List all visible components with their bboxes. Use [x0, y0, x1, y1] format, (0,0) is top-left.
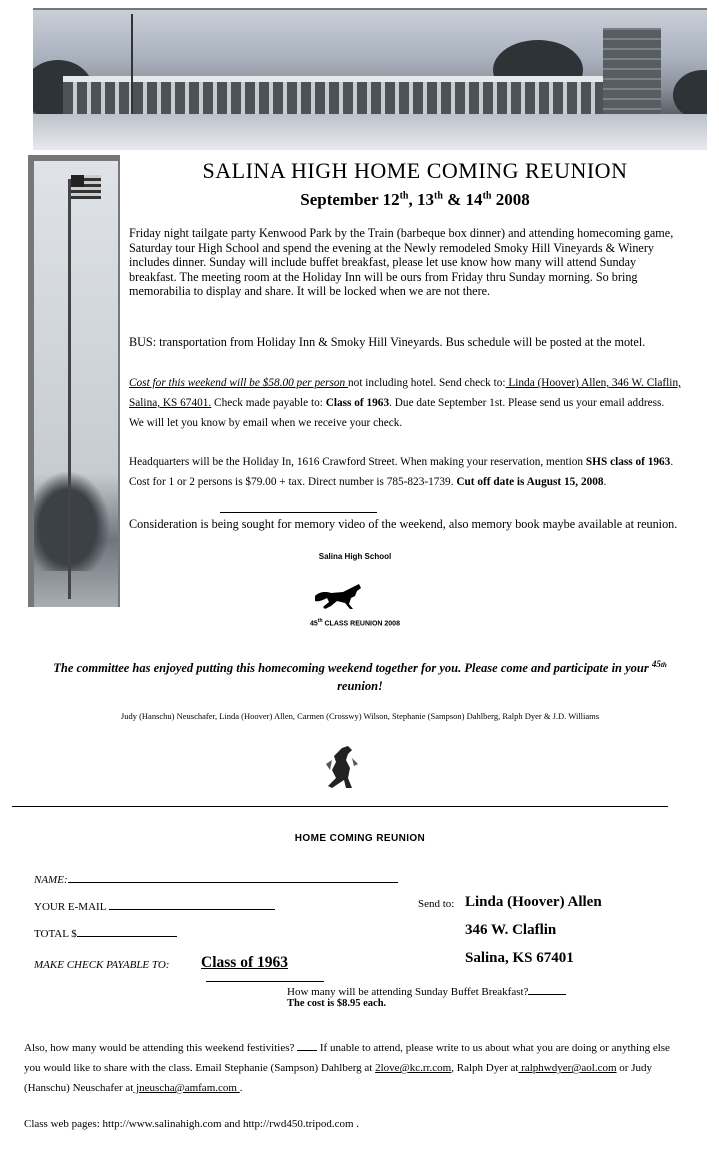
page-title: SALINA HIGH HOME COMING REUNION [202, 158, 628, 183]
payable-class-value: Class of 1963 [201, 954, 288, 971]
form-title: HOME COMING REUNION [294, 833, 426, 844]
payable-label: MAKE CHECK PAYABLE TO: [34, 959, 170, 971]
mustang-horse-icon [313, 582, 365, 610]
divider-rule [220, 512, 377, 513]
memory-video-info: Consideration is being sought for memory video of the weekend, also memory book maybe available at reunion. [129, 517, 678, 531]
school-building-photo [33, 8, 707, 150]
class-rule [206, 981, 324, 982]
address-street: 346 W. Claflin [465, 922, 557, 938]
address-name: Linda (Hoover) Allen [465, 894, 602, 910]
name-field[interactable]: NAME: [34, 874, 398, 886]
weekend-description: Friday night tailgate party Kenwood Park by the Train (barbeque box dinner) and attending homecoming game, Saturday tour High School and spend the evening at the Newly remodeled Smoky Hill Vineyards & Winery includes dinner. Sunday will include buffet breakfast, please let use know how many will attend Sunday breakfast. The meeting room at the Holiday Inn will be ours from Friday thru Sunday morning. So bring memorabilia to display and share. It will be locked when we are not there. [129, 226, 674, 298]
send-to-label: Send to: [418, 898, 455, 910]
email-field[interactable]: YOUR E-MAIL [34, 901, 275, 913]
committee-message: The committee has enjoyed putting this homecoming weekend together for you. Please come and participate in your $^{45th}$ reunion! [53, 659, 667, 694]
name-line[interactable] [68, 882, 398, 883]
breakfast-cost: The cost is $8.95 each. [287, 998, 387, 1009]
breakfast-question[interactable]: How many will be attending Sunday Buffet Breakfast? [287, 986, 566, 998]
festivities-count-line[interactable] [297, 1050, 317, 1051]
logo-reunion-caption: 45th CLASS REUNION 2008 [310, 618, 400, 628]
festivities-question: Also, how many would be attending this weekend festivities? If unable to attend, please write to us about what you are doing or anything else you would like to share with the class. Email Stephanie (Sampson) Dahlberg at 2love@kc.rr.com, Ralph Dyer at ralphwdyer@aol.com or Judy (Hanschu) Neuschafer at jneuscha@amfam.com . [24, 1042, 670, 1094]
committee-names: Judy (Hanschu) Neuschafer, Linda (Hoover) Allen, Carmen (Crosswy) Wilson, Stephanie (Sampson) Dahlberg, Ralph Dyer & J.D. Williams [120, 711, 600, 721]
total-field[interactable]: TOTAL $ [34, 928, 177, 940]
class-web-pages: Class web pages: http://www.salinahigh.com and http://rwd450.tripod.com . [24, 1118, 360, 1130]
email-link-stephanie[interactable]: 2love@kc.rr.com [375, 1062, 452, 1074]
bus-info: BUS: transportation from Holiday Inn & Smoky Hill Vineyards. Bus schedule will be posted at the motel. [129, 335, 646, 349]
flagpole-photo [28, 155, 120, 607]
total-line[interactable] [77, 936, 177, 937]
email-link-judy[interactable]: jneuscha@amfam.com [133, 1082, 240, 1094]
headquarters-info: Headquarters will be the Holiday In, 1616 Crawford Street. When making your reservation, mention SHS class of 1963. Cost for 1 or 2 persons is $79.00 + tax. Direct number is 785-823-1739. Cut off date is August 15, 2008. [129, 456, 674, 488]
event-dates: September 12th, 13th & 14th 2008 [300, 190, 530, 209]
email-link-ralph[interactable]: ralphwdyer@aol.com [518, 1062, 617, 1074]
breakfast-count-line[interactable] [528, 994, 566, 995]
logo-school-name: Salina High School [318, 552, 392, 561]
address-city: Salina, KS 67401 [465, 950, 574, 966]
cost-info: Cost for this weekend will be $58.00 per person not including hotel. Send check to: Linda (Hoover) Allen, 346 W. Claflin, Salina, KS 67401. Check made payable to: Class of 1963. Due date September 1st. Please send us your email address. We will let you know by email when we receive your check. [129, 377, 681, 429]
form-divider [12, 806, 668, 807]
email-line[interactable] [109, 909, 275, 910]
rearing-horse-icon [322, 744, 362, 790]
